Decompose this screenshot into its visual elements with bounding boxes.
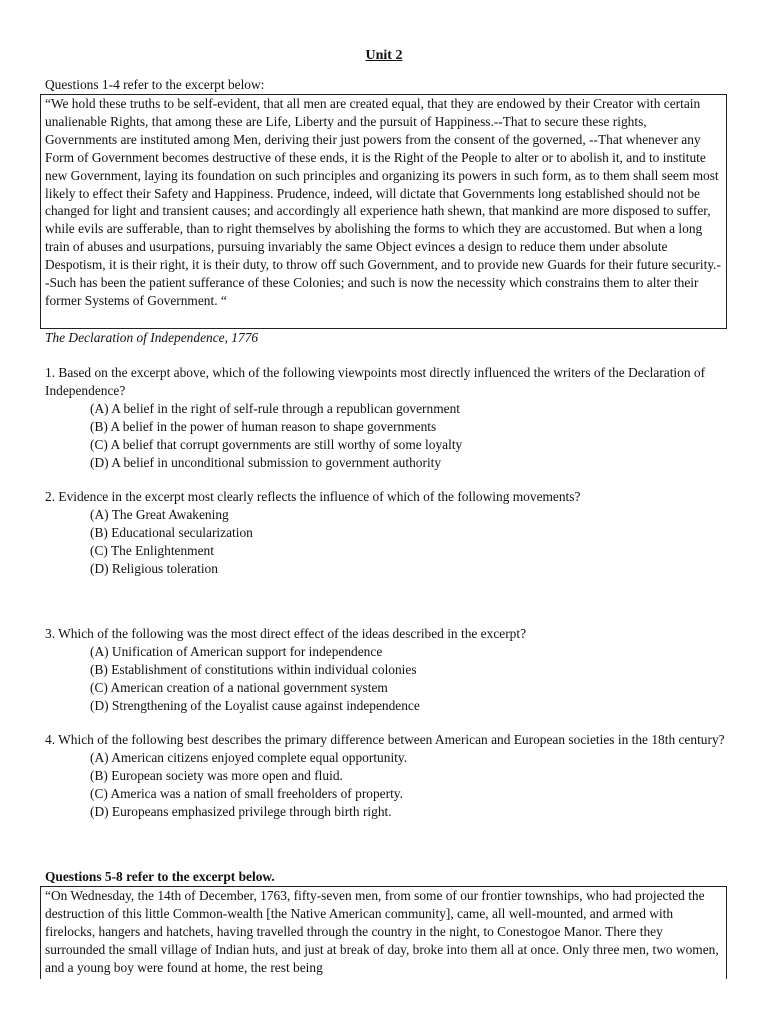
answer-options xyxy=(45,643,725,715)
question-3 xyxy=(45,625,725,715)
option-d: (D) Europeans emphasized privilege through birth right. xyxy=(90,803,392,819)
option-c: (C) American creation of a national government system xyxy=(90,679,388,695)
question-stem: 2. Evidence in the excerpt most clearly reflects the influence of which of the following movements? xyxy=(45,489,581,504)
section1-intro: Questions 1-4 refer to the excerpt below: xyxy=(45,77,265,92)
option-a: (A) A belief in the right of self-rule through a republican government xyxy=(90,400,460,416)
option-c: (C) America was a nation of small freeholders of property. xyxy=(90,785,403,801)
option-a: (A) The Great Awakening xyxy=(90,506,229,522)
option-a: (A) American citizens enjoyed complete equal opportunity. xyxy=(90,749,408,765)
answer-options xyxy=(45,506,725,578)
question-2 xyxy=(45,488,725,578)
section1-excerpt: “We hold these truths to be self-evident, that all men are created equal, that they are endowed by their Creator with certain unalienable Rights, that among these are Life, Liberty and the pursuit of Happiness.--That to secure these rights, Governments are instituted among Men, deriving their just powers from the consent of the governed, --That whenever any Form of Government becomes destructive of these ends, it is the Right of the People to alter or to abolish it, and to institute new Government, laying its foundation on such principles and organizing its powers in such form, as to them shall seem most likely to effect their Safety and Happiness. Prudence, indeed, will dictate that Governments long established should not be changed for light and transient causes; and accordingly all experience hath shewn, that mankind are more disposed to suffer, while evils are sufferable, than to right themselves by abolishing the forms to which they are accustomed. But when a long train of abuses and usurpations, pursuing invariably the same Object evinces a design to reduce them under absolute Despotism, it is their right, it is their duty, to throw off such Government, and to provide new Guards for their future security.--Such has been the patient sufferance of these Colonies; and such is now the necessity which constrains them to alter their former Systems of Government. “ xyxy=(45,96,721,308)
answer-options xyxy=(45,749,725,821)
question-1 xyxy=(45,364,725,471)
option-d: (D) Strengthening of the Loyalist cause against independence xyxy=(90,697,420,713)
answer-options xyxy=(45,400,725,472)
option-b: (B) A belief in the power of human reason to shape governments xyxy=(90,418,437,434)
option-d: (D) Religious toleration xyxy=(90,560,218,576)
section2-intro: Questions 5-8 refer to the excerpt below. xyxy=(45,869,275,884)
option-c: (C) The Enlightenment xyxy=(90,542,214,558)
unit-title: Unit 2 xyxy=(365,48,403,63)
option-a: (A) Unification of American support for independence xyxy=(90,643,383,659)
question-stem: 4. Which of the following best describes the primary difference between American and European societies in the 18th century? xyxy=(45,732,725,747)
section2-excerpt: “On Wednesday, the 14th of December, 1763, fifty-seven men, from some of our frontier townships, who had projected the destruction of this little Common-wealth [the Native American community], came, all well-mounted, and armed with firelocks, hangers and hatchets, having travelled through the country in the night, to Conestogoe Manor. There they surrounded the small village of Indian huts, and just at break of day, broke into them all at once. Only three men, two women, and a young boy were found at home, the rest being xyxy=(45,888,719,975)
option-b: (B) European society was more open and fluid. xyxy=(90,767,343,783)
section1-citation: The Declaration of Independence, 1776 xyxy=(45,330,259,345)
section2-excerpt-box xyxy=(40,886,727,979)
question-4 xyxy=(45,731,725,821)
option-b: (B) Establishment of constitutions within individual colonies xyxy=(90,661,417,677)
option-b: (B) Educational secularization xyxy=(90,524,253,540)
question-stem: 1. Based on the excerpt above, which of the following viewpoints most directly influenced the writers of the Declaration of Independence? xyxy=(45,365,706,398)
option-d: (D) A belief in unconditional submission to government authority xyxy=(90,454,442,470)
question-stem: 3. Which of the following was the most direct effect of the ideas described in the excerpt? xyxy=(45,626,527,641)
section1-excerpt-box xyxy=(40,94,727,329)
option-c: (C) A belief that corrupt governments are still worthy of some loyalty xyxy=(90,436,463,452)
